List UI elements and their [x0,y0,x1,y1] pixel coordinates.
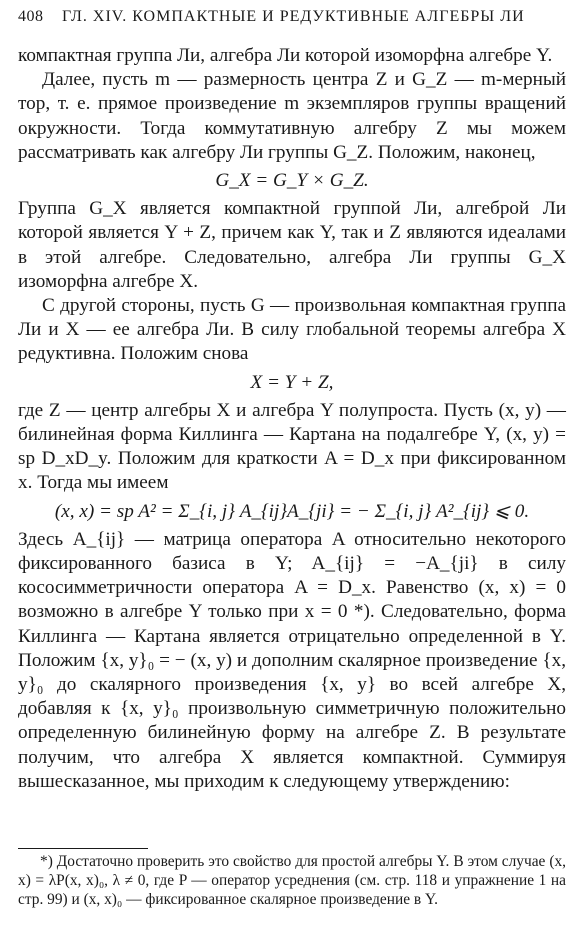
paragraph-2: Далее, пусть m — размерность центра Z и G_Z — m-мерный тор, т. е. прямое произведение m экземпляров группы вращений окружности. Тогда коммутативную алгебру Z мы можем рассматривать как алгебру Ли группы G_Z. Положим, наконец, [18,69,566,163]
paragraph-4: С другой стороны, пусть G — произвольная компактная группа Ли и X — ее алгебра Ли. В силу глобальной теоремы алгебра X редуктивна. Положим снова [18,295,566,365]
footnote-text: *) Достаточно проверить это свойство для простой алгебры Y. В этом случае (x, x) = λP(x, x)₀, λ ≠ 0, где P — оператор усреднения (см. стр. 118 и упражнение 1 на стр. 99) и (x, x)₀ — фиксированное скалярное произведение в Y. [18,853,566,908]
equation-killing-form: (x, x) = sp A² = Σ_{i, j} A_{ij}A_{ji} = − Σ_{i, j} A²_{ij} ⩽ 0. [54,500,530,522]
paragraph-5: где Z — центр алгебры X и алгебра Y полупроста. Пусть (x, y) — билинейная форма Киллинга — Картана на подалгебре Y, (x, y) = sp D_xD_y. Положим для краткости A = D_x при фиксированном x. Тогда мы имеем [18,399,566,494]
main-text [18,44,566,794]
equation-x-decomposition: X = Y + Z, [250,371,334,393]
page-number: 408 [18,8,44,25]
footnote-divider [18,848,148,849]
equation-gx: G_X = G_Y × G_Z. [215,170,369,192]
paragraph-1: компактная группа Ли, алгебра Ли которой изоморфна алгебре Y. [18,45,553,66]
footnote [18,852,566,909]
paragraph-3: Группа G_X является компактной группой Ли, алгеброй Ли которой является Y + Z, причем как Y, так и Z являются идеалами в этой алгебре. Следовательно, алгебра Ли группы G_X изоморфна алгебре X. [18,198,566,292]
running-head [18,8,566,30]
chapter-title: ГЛ. XIV. КОМПАКТНЫЕ И РЕДУКТИВНЫЕ АЛГЕБРЫ ЛИ [62,8,525,25]
paragraph-6: Здесь A_{ij} — матрица оператора A относительно некоторого фиксированного базиса в Y; A_{ij} = −A_{ji} в силу кососимметричности оператора A = D_x. Равенство (x, x) = 0 возможно в алгебре Y только при x = 0 *). Следовательно, форма Киллинга — Картана является отрицательно определенной в Y. Положим {x, y}₀ = − (x, y) и дополним скалярное произведение {x, y}₀ до скалярного произведения {x, y} во всей алгебре X, добавляя к {x, y}₀ произвольную симметричную положительно определенную билинейную форму на алгебре Z. В результате получим, что алгебра X является компактной. Суммируя вышесказанное, мы приходим к следующему утверждению: [18,528,566,792]
